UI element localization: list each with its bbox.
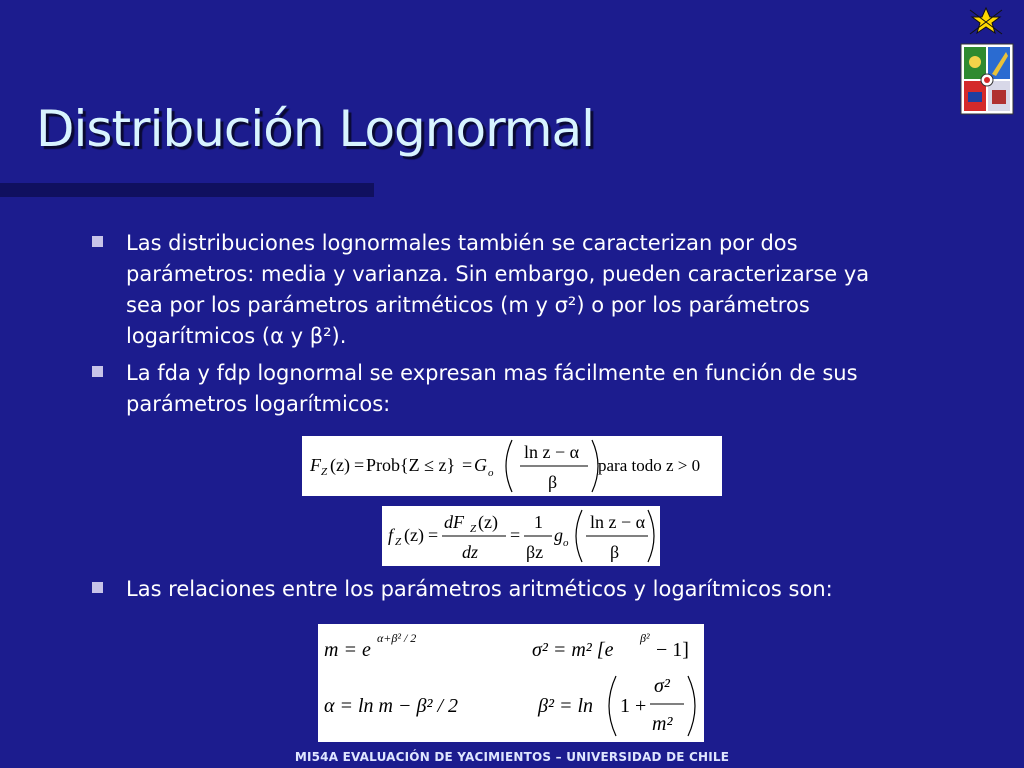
eq-cdf-eq2: = <box>462 455 473 475</box>
eq-cdf-g: G <box>474 455 487 475</box>
eq-pdf-eq2: = <box>510 525 521 545</box>
eq-rel-beta-den: m² <box>652 713 673 735</box>
footer-text: MI54A EVALUACIÓN DE YACIMIENTOS – UNIVERSIDAD DE CHILE <box>294 750 730 764</box>
eq-cdf-den: β <box>548 472 558 492</box>
eq-rel-right-paren <box>688 676 695 736</box>
title-underline-bar <box>0 183 374 197</box>
relations-equation <box>318 624 704 742</box>
bullet-line: sea por los parámetros aritméticos (m y σ²) o por los parámetros <box>126 293 810 317</box>
eq-rel-sigma-tail: − 1] <box>656 639 689 661</box>
eq-pdf-dnum: dF <box>444 512 464 532</box>
eq-rel-alpha: α = ln m − β² / 2 <box>324 695 459 717</box>
eq-rel-m-exp: α+β² / 2 <box>377 631 417 645</box>
eq-pdf-left-paren <box>576 510 582 562</box>
eq-pdf-lhs: f <box>388 525 394 545</box>
bullet-text <box>126 358 936 420</box>
eq-cdf-lhs: F <box>310 455 321 475</box>
bullet-marker <box>92 236 103 247</box>
eq-pdf-dden: dz <box>462 542 479 562</box>
eq-cdf-eq1: = <box>354 455 365 475</box>
eq-cdf-lhs-sub: Z <box>321 466 328 478</box>
pdf-equation <box>382 506 660 566</box>
cdf-equation <box>302 436 722 496</box>
eq-rel-left-paren <box>609 676 616 736</box>
eq-pdf-one: 1 <box>534 512 543 532</box>
bullet-line: Las distribuciones lognormales también se caracterizan por dos <box>126 231 798 255</box>
eq-rel-beta-num: σ² <box>654 675 670 697</box>
eq-pdf-num: ln z − α <box>590 512 646 532</box>
bullet-line: logarítmicos (α y β²). <box>126 324 347 348</box>
eq-pdf-dnum-sub: Z <box>470 523 477 535</box>
eq-pdf-g-sub: o <box>563 537 569 549</box>
eq-pdf-eq1: = <box>428 525 439 545</box>
eq-pdf-right-paren <box>648 510 654 562</box>
eq-cdf-left-paren <box>506 440 512 492</box>
bullet-marker <box>92 582 103 593</box>
eq-cdf-arg: (z) <box>330 455 350 475</box>
eq-pdf-dnum-arg: (z) <box>478 512 498 532</box>
eq-pdf-g: g <box>554 525 563 545</box>
bullet-line: Las relaciones entre los parámetros aritméticos y logarítmicos son: <box>126 577 833 601</box>
eq-cdf-g-sub: o <box>488 467 494 479</box>
eq-pdf-lhs-sub: Z <box>395 536 402 548</box>
university-crest-logo <box>956 4 1016 116</box>
eq-cdf-num: ln z − α <box>524 442 580 462</box>
eq-pdf-bz: βz <box>526 542 544 562</box>
bullet-line: parámetros logarítmicos: <box>126 392 391 416</box>
eq-cdf-prob: Prob{Z ≤ z} <box>366 455 456 475</box>
bullet-line: parámetros: media y varianza. Sin embargo, pueden caracterizarse ya <box>126 262 870 286</box>
eq-rel-m: m = e <box>324 639 371 661</box>
bullet-marker <box>92 366 103 377</box>
eq-rel-beta-one: 1 + <box>620 695 647 717</box>
slide-title: Distribución Lognormal <box>36 100 594 158</box>
eq-rel-sigma: σ² = m² [e <box>532 639 614 661</box>
eq-cdf-cond: para todo z > 0 <box>598 456 701 475</box>
eq-pdf-arg: (z) <box>404 525 424 545</box>
eq-rel-beta: β² = ln <box>538 695 594 717</box>
eq-rel-sigma-exp: β² <box>640 631 650 645</box>
eq-pdf-den: β <box>610 542 620 562</box>
bullet-text <box>126 228 936 352</box>
bullet-text <box>126 574 936 605</box>
bullet-line: La fda y fdp lognormal se expresan mas fácilmente en función de sus <box>126 361 858 385</box>
